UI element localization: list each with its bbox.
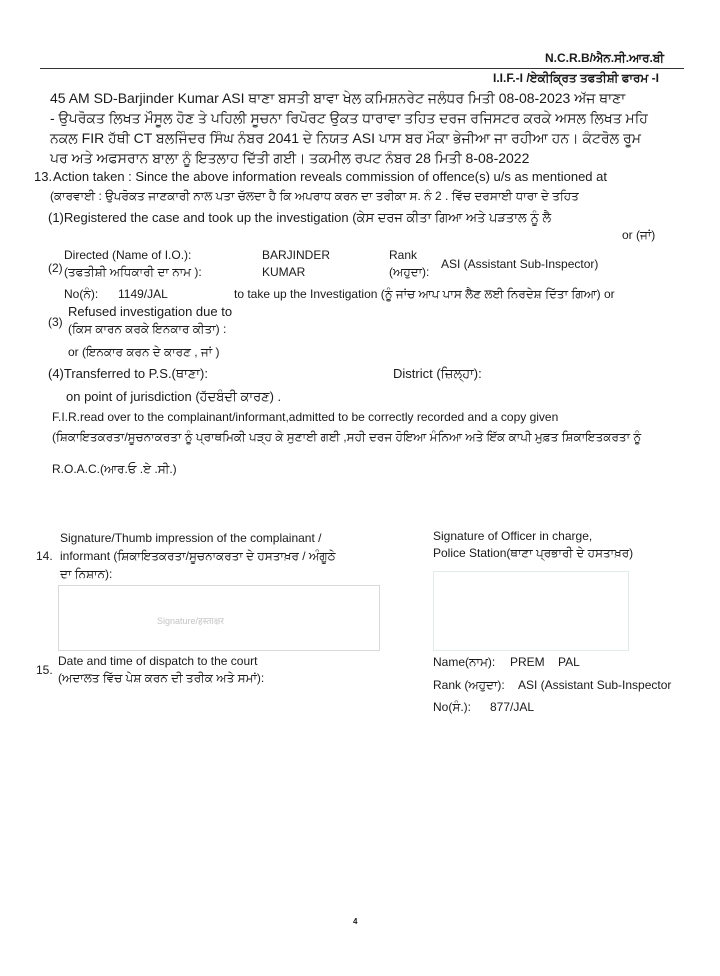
action-taken-title: Action taken : Since the above information reveals commission of offence(s) u/s as mentioned at xyxy=(53,169,607,184)
rank-label: Rank xyxy=(389,248,418,262)
ncrb-header: N.C.R.B/ਐਨ.ਸੀ.ਆਰ.ਬੀ xyxy=(545,51,664,65)
complainant-signature-box xyxy=(58,585,380,651)
officer-number-label: No(ਸੰ.): xyxy=(433,700,471,714)
refused-investigation-label: Refused investigation due to xyxy=(68,304,233,319)
dispatch-label-2: (ਅਦਾਲਤ ਵਿੱਚ ਪੇਸ਼ ਕਰਨ ਦੀ ਤਰੀਕ ਅਤੇ ਸਮਾਂ): xyxy=(58,671,265,685)
io-number-value: 1149/JAL xyxy=(118,287,168,301)
registered-case-text: (1)Registered the case and took up the investigation (ਕੇਸ ਦਰਜ ਕੀਤਾ ਗਿਆ ਅਤੇ ਪੜਤਾਲ ਨੂੰ ਲੈ xyxy=(48,210,552,225)
officer-rank-value: ASI (Assistant Sub-Inspector xyxy=(518,678,672,692)
officer-name-label: Name(ਨਾਮ): xyxy=(433,655,496,669)
roac-label: R.O.A.C.(ਆਰ.ਓ .ਏ .ਸੀ.) xyxy=(52,462,177,476)
complainant-signature-label-3: ਦਾ ਨਿਸ਼ਾਨ): xyxy=(60,567,113,581)
io-number-label: No(ਨੰ): xyxy=(64,287,99,301)
officer-number-value: 877/JAL xyxy=(490,700,535,714)
complainant-signature-label-2: informant (ਸ਼ਿਕਾਇਤਕਰਤਾ/ਸੂਚਨਾਕਰਤਾ ਦੇ ਹਸਤਾਖ਼ਰ / ਅੰਗੂਠੇ xyxy=(60,549,336,563)
io-name-first: BARJINDER xyxy=(262,248,331,262)
item-2-number: (2) xyxy=(48,261,63,275)
rank-value: ASI (Assistant Sub-Inspector) xyxy=(441,257,599,271)
complainant-signature-label-1: Signature/Thumb impression of the complainant / xyxy=(60,531,322,545)
jurisdiction-label: on point of jurisdiction (ਹੱਦਬੰਦੀ ਕਾਰਣ) . xyxy=(66,389,282,404)
narrative-line: - ਉਪਰੋਕਤ ਲਿਖਤ ਮੌਸੂਲ ਹੋਣ ਤੇ ਪਹਿਲੀ ਸੂਚਨਾ ਰਿਪੋਰਟ ਉਕਤ ਧਾਰਾਵਾ ਤਹਿਤ ਦਰਜ ਰਜਿਸਟਰ ਕਰਕੇ ਅਸਲ ਲਿਖਤ ਮਹਿ xyxy=(50,110,648,126)
or-label: or (ਜਾਂ) xyxy=(622,228,656,242)
signature-placeholder: Signature/हस्ताक्षर xyxy=(157,616,224,626)
officer-signature-box xyxy=(433,571,629,651)
item-3-number: (3) xyxy=(48,315,63,329)
directed-label: Directed (Name of I.O.): xyxy=(64,248,192,262)
take-up-investigation-text: to take up the Investigation (ਨੂੰ ਜਾਂਚ ਆਪ ਪਾਸ ਲੈਣ ਲਈ ਨਿਰਦੇਸ਼ ਦਿੱਤਾ ਗਿਆ) or xyxy=(234,287,615,301)
refused-investigation-label-punjabi: (ਕਿਸ ਕਾਰਨ ਕਰਕੇ ਇਨਕਾਰ ਕੀਤਾ) : xyxy=(68,322,227,336)
rank-label-punjabi: (ਅਹੁਦਾ): xyxy=(389,265,430,279)
officer-signature-label-2: Police Station(ਥਾਣਾ ਪ੍ਰਭਾਰੀ ਦੇ ਹਸਤਾਖ਼ਰ) xyxy=(433,546,634,560)
refusal-reason-label: or (ਇਨਕਾਰ ਕਰਨ ਦੇ ਕਾਰਣ , ਜਾਂ ) xyxy=(68,345,220,359)
dispatch-label-1: Date and time of dispatch to the court xyxy=(58,654,258,668)
section-14-number: 14. xyxy=(36,549,53,563)
narrative-line: 45 AM SD-Barjinder Kumar ASI ਥਾਣਾ ਬਸਤੀ ਬਾਵਾ ਖੇਲ ਕਮਿਸ਼ਨਰੇਟ ਜਲੰਧਰ ਮਿਤੀ 08-08-2023 ਅੱਜ ਥਾਣਾ xyxy=(50,90,626,106)
officer-rank-label: Rank (ਅਹੁਦਾ): xyxy=(433,678,505,692)
district-label: District (ਜ਼ਿਲ੍ਹਾ): xyxy=(393,366,482,381)
form-title: I.I.F.-I /ਏਕੀਕ੍ਰਿਤ ਤਫਤੀਸ਼ੀ ਫਾਰਮ -I xyxy=(493,71,659,85)
section-15-number: 15. xyxy=(36,663,53,677)
action-taken-subtitle: (ਕਾਰਵਾਈ : ਉਪਰੋਕਤ ਜਾਣਕਾਰੀ ਨਾਲ ਪਤਾ ਚੱਲਦਾ ਹੈ ਕਿ ਅਪਰਾਧ ਕਰਨ ਦਾ ਤਰੀਕਾ ਸ. ਨੰ 2 . ਵਿੱਚ ਦਰਸਾਈ ਧਾਰਾ ਦੇ ਤਹਿਤ xyxy=(50,189,579,203)
officer-name-value: PREM PAL xyxy=(510,655,580,669)
io-name-last: KUMAR xyxy=(262,265,306,279)
header-divider xyxy=(40,68,684,69)
narrative-line: ਪਰ ਅਤੇ ਅਫਸਰਾਨ ਬਾਲਾ ਨੂੰ ਇਤਲਾਹ ਦਿੱਤੀ ਗਈ। ਤਕਮੀਲ ਰਪਟ ਨੰਬਰ 28 ਮਿਤੀ 8-08-2022 xyxy=(50,150,530,166)
transferred-label: (4)Transferred to P.S.(ਥਾਣਾ): xyxy=(48,366,208,381)
fir-read-over-text: F.I.R.read over to the complainant/informant,admitted to be correctly recorded and a copy given xyxy=(52,410,559,424)
officer-signature-label-1: Signature of Officer in charge, xyxy=(433,529,593,543)
page-number: 4 xyxy=(353,917,358,926)
narrative-line: ਨਕਲ FIR ਹੱਥੀ CT ਬਲਜਿੰਦਰ ਸਿੰਘ ਨੰਬਰ 2041 ਦੇ ਨਿਯਤ ASI ਪਾਸ ਬਰ ਮੌਕਾ ਭੇਜੀਆ ਜਾ ਰਹੀਆ ਹਨ। ਕੰਟਰੋਲ ਰੂਮ xyxy=(50,130,641,146)
fir-read-over-text-punjabi: (ਸ਼ਿਕਾਇਤਕਰਤਾ/ਸੂਚਨਾਕਰਤਾ ਨੂੰ ਪ੍ਰਾਥਮਿਕੀ ਪੜ੍ਹ ਕੇ ਸੁਣਾਈ ਗਈ ,ਸਹੀ ਦਰਜ ਹੋਇਆ ਮੰਨਿਆ ਅਤੇ ਇੱਕ ਕਾਪੀ ਮੁਫ਼ਤ ਸ਼ਿਕਾਇਤਕਰਤਾ ਨੂੰ xyxy=(52,430,642,444)
section-13-number: 13. xyxy=(34,169,53,184)
directed-label-punjabi: (ਤਫਤੀਸ਼ੀ ਅਧਿਕਾਰੀ ਦਾ ਨਾਮ ): xyxy=(64,265,202,279)
